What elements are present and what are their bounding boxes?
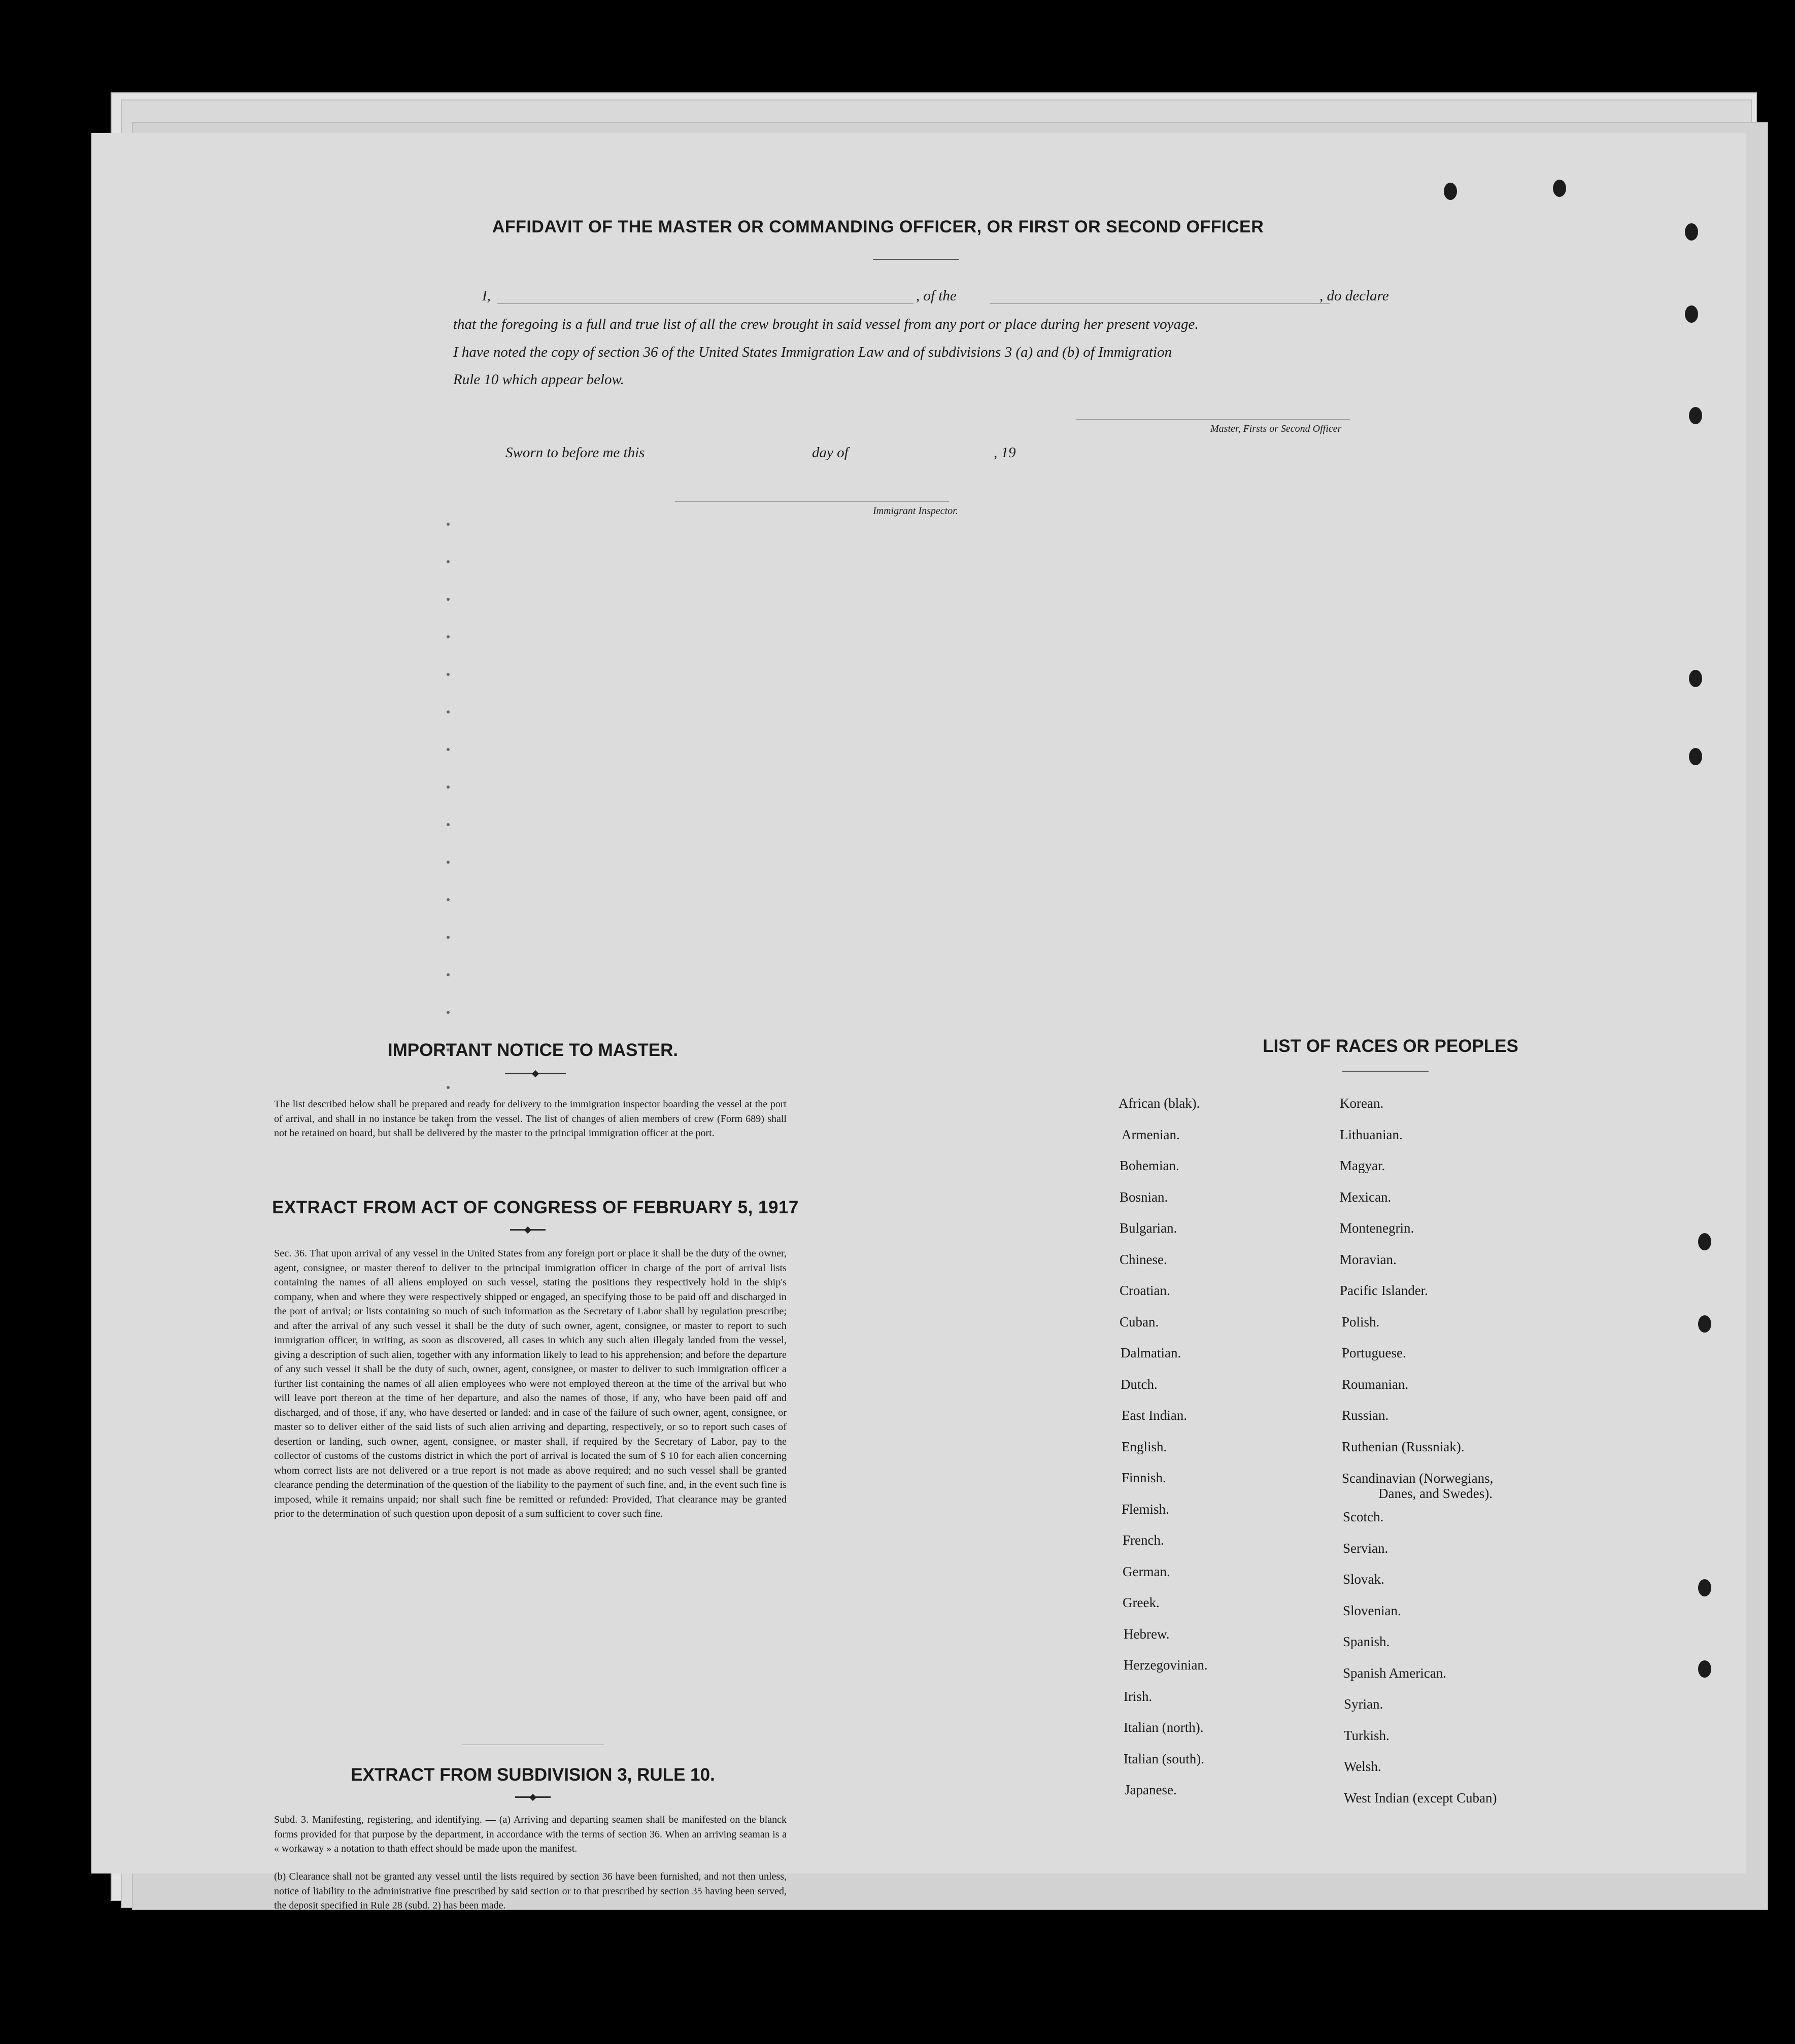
notice-text: The list described below shall be prepared and ready for delivery to the immigration inspector boarding the vessel at the port of arrival, and shall in no instance be taken from the vessel. The list of changes of alien members of crew (Form 689) shall not be retained on board, but shall be delivered by the master to the principal immigration officer at the port. [274, 1099, 787, 1139]
race-item: Bosnian. [1120, 1189, 1168, 1205]
rule-text-a: Subd. 3. Manifesting, registering, and identifying. — (a) Arriving and departing seamen shall be manifested on the blanck forms provided for that purpose by the department, in accordance with the terms of section 36. When an arriving seaman is a « workaway » a notation to thath effect should be made upon the manifest. [274, 1814, 787, 1854]
row-dot [447, 523, 450, 526]
race-item: Moravian. [1340, 1251, 1397, 1267]
affidavit-line-4: Rule 10 which appear below. [453, 371, 624, 388]
vessel-name-field[interactable] [990, 303, 1330, 304]
race-item: French. [1123, 1532, 1164, 1548]
punch-hole [1698, 1660, 1711, 1678]
act-ornament [510, 1229, 546, 1231]
race-item: Chinese. [1120, 1251, 1167, 1267]
punch-hole [1698, 1579, 1711, 1596]
race-item: Hebrew. [1124, 1626, 1170, 1642]
row-dot [447, 936, 450, 939]
race-item: Mexican. [1340, 1189, 1392, 1205]
punch-hole [1685, 223, 1698, 241]
declarant-name-field[interactable] [497, 303, 913, 304]
punch-hole [1698, 1315, 1711, 1333]
row-dot [447, 861, 450, 864]
races-title: LIST OF RACES OR PEOPLES [1263, 1036, 1518, 1056]
punch-hole [1553, 180, 1566, 197]
race-item: Japanese. [1125, 1782, 1177, 1797]
row-dot [447, 898, 450, 901]
race-item: Portuguese. [1342, 1345, 1406, 1360]
row-dot [447, 823, 450, 826]
race-item: Bohemian. [1120, 1158, 1179, 1173]
race-item: Welsh. [1344, 1759, 1381, 1774]
notice-title: IMPORTANT NOTICE TO MASTER. [387, 1040, 679, 1060]
act-text: Sec. 36. That upon arrival of any vessel in the United States from any foreign port or place it shall be the duty of the owner, agent, consignee, or master thereof to deliver to the principal immigration officer in charge of the port of arrival lists containing the names of all aliens employed on such vessel, stating the positions they respectively hold in the ship's company, when and where they were respectively shipped or engaged, an specifying those to be paid off and discharged in the port of arrival; or lists containing so much of such information as the Secretary of Labor shall by regulation prescribe; and after the arrival of any such vessel it shall be the duty of such owner, agent, consignee, or master to report to such immigration officer, in writing, as soon as discovered, all cases in which any such alien illegaly landed from the vessel, giving a description of such alien, together with any information likely to lead to his apprehension; and before the departure of any such vessel it shall be the duty of such, owner, agent, consignee, or master to deliver to such immigration officer a further list containing the names of all alien employees who were not employed thereon at the time of the arrival but who will leave port thereon at the time of her departure, and also the names of those, if any, who have been paid off and discharged, and of those, if any, who have deserted or landed: and in case of the failure of such owner, agent, consignee, or master so to deliver either of the said lists of such alien arriving and departing, respectively, or so to report such cases of desertion or landing, such owner, agent, consignee, or master shall, if required by the Secretary of Labor, pay to the collector of customs of the customs district in which the port of arrival is located the sum of $ 10 for each alien concerning whom correct lists are not delivered or a true report is not made as above required; and no such vessel shall be granted clearance pending the determination of the question of the liability to the payment of such fine, and, in the event such fine is imposed, while it remains unpaid; nor shall such fine be remitted or refunded: Provided, That clearance may be granted prior to the determination of such question upon deposit of a sum sufficient to cover such fine. [274, 1248, 787, 1519]
title-underline [873, 259, 959, 260]
race-item: Flemish. [1122, 1501, 1169, 1517]
race-item: German. [1123, 1563, 1170, 1579]
race-item: Korean. [1340, 1096, 1384, 1111]
row-dot [447, 1011, 450, 1014]
race-item: Roumanian. [1342, 1376, 1409, 1392]
race-item: Spanish American. [1343, 1665, 1446, 1681]
affidavit-declare: , do declare [1319, 288, 1389, 304]
row-dot [447, 1086, 450, 1089]
race-item: Croatian. [1120, 1283, 1170, 1298]
row-dot [447, 748, 450, 751]
affidavit-declarant-i: I, [482, 288, 491, 304]
punch-hole [1698, 1233, 1711, 1250]
race-item: Scandinavian (Norwegians, [1342, 1471, 1494, 1486]
race-item: Dutch. [1121, 1376, 1158, 1392]
rule-text-b: (b) Clearance shall not be granted any vessel until the lists required by section 36 have been furnished, and not then unless, notice of liability to the administrative fine prescribed by said section or to that prescribed by section 35 having been served, the deposit specified in Rule 28 (subd. 2) has been made. [274, 1871, 787, 1911]
race-item: East Indian. [1122, 1408, 1187, 1423]
affidavit-title: AFFIDAVIT OF THE MASTER OR COMMANDING OFFICER, OR FIRST OR SECOND OFFICER [492, 217, 1264, 236]
notice-ornament [505, 1073, 566, 1074]
punch-hole [1689, 670, 1702, 687]
act-title: EXTRACT FROM ACT OF CONGRESS OF FEBRUARY 5, 1917 [272, 1198, 799, 1217]
punch-hole [1689, 407, 1702, 424]
race-item: Turkish. [1344, 1727, 1390, 1743]
inspector-signature-line[interactable] [675, 501, 949, 502]
row-dot [447, 635, 450, 638]
punch-hole [1444, 183, 1457, 200]
signature-line[interactable] [1076, 419, 1350, 420]
races-right-column [1340, 1088, 1497, 1814]
punch-hole [1689, 748, 1702, 765]
row-dot [447, 560, 450, 563]
row-dot [447, 710, 450, 713]
race-item: Danes, and Swedes). [1378, 1486, 1493, 1501]
race-item: Scotch. [1343, 1509, 1384, 1524]
affidavit-of-the: , of the [916, 288, 957, 304]
affidavit-line-2: that the foregoing is a full and true list of all the crew brought in said vessel from any port or place during her present voyage. [453, 316, 1199, 332]
race-item: Syrian. [1344, 1696, 1383, 1712]
race-item: Bulgarian. [1120, 1220, 1177, 1236]
manifest-page [91, 133, 1746, 1911]
race-item: Herzegovinian. [1124, 1657, 1208, 1673]
race-item: Irish. [1124, 1688, 1153, 1704]
rule-ornament [515, 1796, 551, 1798]
race-item: West Indian (except Cuban) [1344, 1790, 1497, 1805]
race-item: Polish. [1342, 1314, 1380, 1330]
race-item: Dalmatian. [1121, 1345, 1181, 1360]
row-dot [447, 786, 450, 789]
row-dot [447, 973, 450, 976]
inspector-label: Immigrant Inspector. [873, 505, 958, 517]
race-item: Cuban. [1120, 1314, 1159, 1330]
affidavit-line-3: I have noted the copy of section 36 of the United States Immigration Law and of subdivisions 3 (a) and (b) of Immigration [453, 344, 1172, 360]
signature-label: Master, Firsts or Second Officer [1210, 423, 1342, 434]
punch-hole [1685, 305, 1698, 323]
races-left-column [1119, 1088, 1208, 1806]
race-item: Magyar. [1340, 1158, 1385, 1173]
race-item: Ruthenian (Russniak). [1342, 1439, 1465, 1454]
race-item: Slovak. [1343, 1572, 1384, 1587]
race-item: Armenian. [1122, 1127, 1180, 1142]
row-dot [447, 598, 450, 601]
race-item: Italian (north). [1124, 1720, 1204, 1735]
sworn-text: Sworn to before me this [505, 445, 645, 461]
race-item: Italian (south). [1124, 1751, 1204, 1766]
race-item: Slovenian. [1343, 1603, 1401, 1618]
race-item: Lithuanian. [1340, 1127, 1403, 1142]
race-item: African (blak). [1119, 1096, 1200, 1111]
race-item: Greek. [1123, 1595, 1160, 1610]
row-dot [447, 673, 450, 676]
race-item: Pacific Islander. [1340, 1283, 1428, 1298]
rule-title: EXTRACT FROM SUBDIVISION 3, RULE 10. [351, 1765, 715, 1785]
year-text: , 19 [994, 445, 1016, 461]
race-item: Servian. [1343, 1540, 1388, 1556]
races-underline [1342, 1071, 1429, 1072]
day-of-text: day of [812, 445, 849, 461]
race-item: Finnish. [1122, 1470, 1166, 1485]
race-item: English. [1122, 1439, 1167, 1454]
race-item: Montenegrin. [1340, 1220, 1414, 1236]
race-item: Spanish. [1343, 1634, 1390, 1649]
race-item: Russian. [1342, 1408, 1389, 1423]
